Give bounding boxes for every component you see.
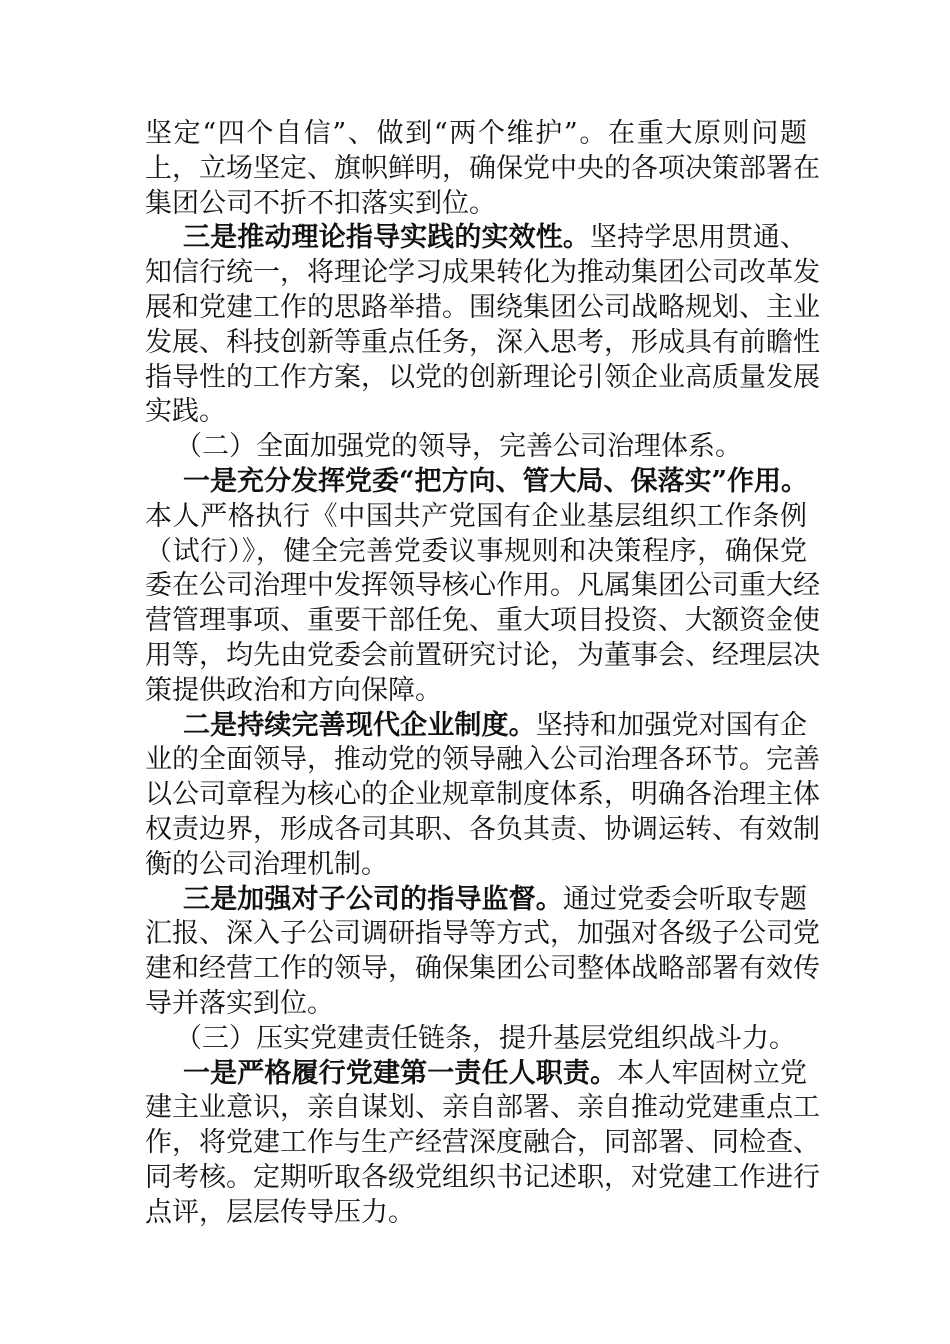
- text-line: [145, 917, 820, 952]
- text-line: [145, 256, 820, 291]
- line-text: （试行）》，健全完善党委议事规则和决策程序，确保党: [145, 535, 807, 567]
- line-text: 展和党建工作的思路举措。围绕集团公司战略规划、主业: [145, 291, 820, 323]
- line-text: 作，将党建工作与生产经营深度融合，同部署、同检查、: [145, 1127, 820, 1159]
- line-text: 上，立场坚定、旗帜鲜明，确保党中央的各项决策部署在: [145, 152, 820, 184]
- line-text: 本人严格执行《中国共产党国有企业基层组织工作条例: [145, 500, 807, 532]
- text-line: [145, 430, 807, 465]
- text-line: [145, 1196, 807, 1231]
- text-line: [145, 743, 820, 778]
- text-line: [145, 883, 807, 918]
- text-line: [145, 326, 820, 361]
- line-text: 通过党委会听取专题: [562, 883, 808, 915]
- line-text: 导并落实到位。: [145, 987, 334, 1019]
- line-text: （三）压实党建责任链条，提升基层党组织战斗力。: [175, 1022, 796, 1054]
- line-text: 本人牢固树立党: [617, 1057, 808, 1089]
- bold-lead: 二是持续完善现代企业制度。: [183, 709, 536, 741]
- text-line: [145, 639, 820, 674]
- line-text: （二）全面加强党的领导，完善公司治理体系。: [175, 431, 742, 463]
- text-line: [145, 1161, 820, 1196]
- line-text: 发展、科技创新等重点任务，深入思考，形成具有前瞻性: [145, 326, 820, 358]
- text-line: [145, 709, 807, 744]
- text-line: [145, 500, 807, 535]
- text-line: [145, 604, 820, 639]
- text-line: [145, 117, 807, 152]
- text-line: [145, 813, 820, 848]
- text-line: [145, 535, 807, 570]
- line-text: 衡的公司治理机制。: [145, 848, 388, 880]
- text-line: [145, 674, 807, 709]
- text-line: [145, 465, 807, 500]
- text-line: [145, 187, 807, 222]
- text-line: [145, 778, 820, 813]
- line-text: 策提供政治和方向保障。: [145, 674, 442, 706]
- text-line: [145, 361, 820, 396]
- bold-lead: 三是推动理论指导实践的实效性。: [183, 222, 591, 254]
- text-line: [145, 1022, 807, 1057]
- line-text: 知信行统一，将理论学习成果转化为推动集团公司改革发: [145, 257, 820, 289]
- text-line: [145, 569, 820, 604]
- line-text: 点评，层层传导压力。: [145, 1196, 415, 1228]
- line-text: 委在公司治理中发挥领导核心作用。凡属集团公司重大经: [145, 570, 820, 602]
- line-text: 集团公司不折不扣落实到位。: [145, 187, 496, 219]
- line-text: 以公司章程为核心的企业规章制度体系，明确各治理主体: [145, 779, 820, 811]
- text-line: [145, 395, 807, 430]
- text-line: [145, 987, 807, 1022]
- line-text: 汇报、深入子公司调研指导等方式，加强对各级子公司党: [145, 918, 820, 950]
- line-text: 坚定“四个自信”、做到“两个维护”。在重大原则问题: [145, 118, 807, 149]
- text-line: [145, 952, 820, 987]
- text-line: [145, 152, 820, 187]
- text-line: [145, 848, 807, 883]
- line-text: 坚持学思用贯通、: [590, 222, 808, 254]
- bold-lead: 一是充分发挥党委“把方向、管大局、保落实”作用。: [183, 465, 809, 497]
- line-text: 建主业意识，亲自谋划、亲自部署、亲自推动党建重点工: [145, 1092, 820, 1124]
- line-text: 建和经营工作的领导，确保集团公司整体战略部署有效传: [145, 953, 820, 985]
- line-text: 指导性的工作方案，以党的创新理论引领企业高质量发展: [145, 361, 820, 393]
- text-line: [145, 1091, 820, 1126]
- line-text: 营管理事项、重要干部任免、重大项目投资、大额资金使: [145, 605, 820, 637]
- text-line: [145, 221, 807, 256]
- text-line: [145, 291, 820, 326]
- line-text: 坚持和加强党对国有企: [535, 709, 808, 741]
- bold-lead: 一是严格履行党建第一责任人职责。: [183, 1057, 618, 1089]
- line-text: 业的全面领导，推动党的领导融入公司治理各环节。完善: [145, 744, 820, 776]
- document-body: [145, 117, 820, 1231]
- line-text: 实践。: [145, 396, 226, 428]
- text-line: [145, 1057, 807, 1092]
- bold-lead: 三是加强对子公司的指导监督。: [183, 883, 563, 915]
- line-text: 用等，均先由党委会前置研究讨论，为董事会、经理层决: [145, 639, 820, 671]
- text-line: [145, 1126, 820, 1161]
- line-text: 同考核。定期听取各级党组织书记述职，对党建工作进行: [145, 1161, 820, 1193]
- line-text: 权责边界，形成各司其职、各负其责、协调运转、有效制: [145, 813, 820, 845]
